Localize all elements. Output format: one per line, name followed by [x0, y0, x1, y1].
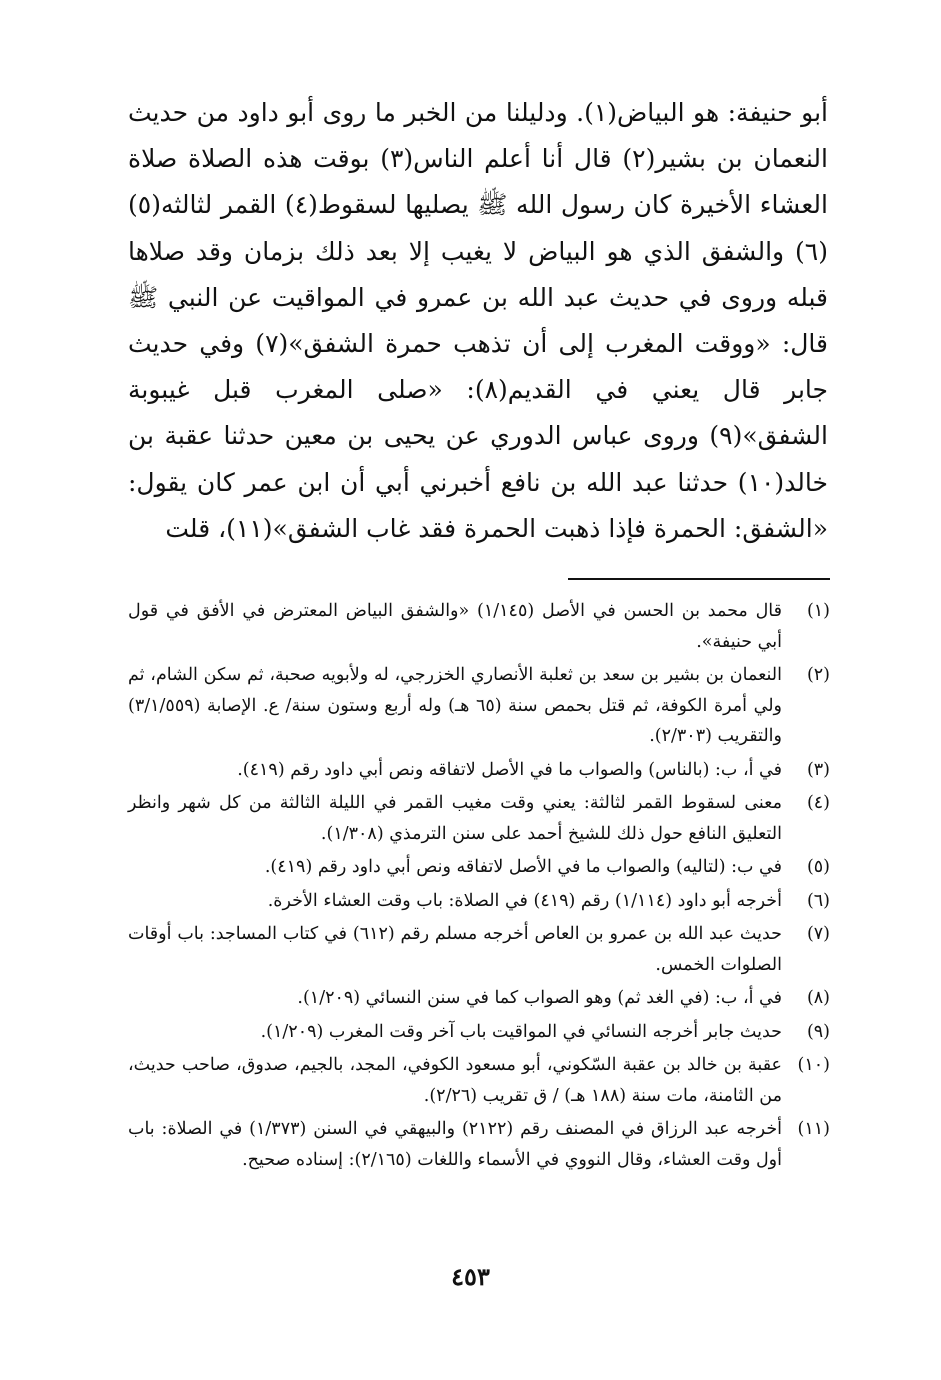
- footnote-5: [128, 852, 830, 883]
- footnote-text: قال محمد بن الحسن في الأصل (١/١٤٥) «والشفق البياض المعترض في الأفق في قول أبي حنيفة».: [128, 601, 782, 652]
- page-number: ٤٥٣: [451, 1262, 490, 1291]
- footnote-text: في ب: (لتاليه) والصواب ما في الأصل لاتفاقه ونص أبي داود رقم (٤١٩).: [264, 857, 782, 877]
- footnote-divider: [568, 578, 830, 580]
- footnote-number: (٣): [806, 759, 830, 780]
- footnotes-section: [128, 596, 830, 1178]
- footnote-number: (١): [806, 601, 830, 621]
- footnote-8: [128, 983, 830, 1014]
- footnote-6: [128, 886, 830, 917]
- footnote-number: (٩): [806, 1021, 830, 1042]
- footnote-number: (١٠): [797, 1055, 830, 1075]
- footnote-text: معنى لسقوط القمر لثالثة: يعني وقت مغيب القمر في الليلة الثالثة من كل شهر وانظر التعليق النافع حول ذلك للشيخ أحمد على سنن الترمذي (١/٣٠٨).: [128, 793, 782, 844]
- footnote-text: أخرجه عبد الرزاق في المصنف رقم (٢١٢٢) والبيهقي في السنن (١/٣٧٣) في الصلاة: باب أول وقت العشاء، وقال النووي في الأسماء واللغات (٢/١٦٥): إسناده صحيح.: [128, 1119, 782, 1170]
- footnote-text: حديث جابر أخرجه النسائي في المواقيت باب آخر وقت المغرب (١/٢٠٩).: [260, 1021, 782, 1042]
- footnote-number: (٥): [806, 857, 830, 877]
- footnote-9: [128, 1017, 830, 1048]
- footnote-3: [128, 755, 830, 786]
- footnote-number: (٢): [806, 665, 830, 685]
- footnote-11: [128, 1114, 830, 1175]
- footnote-text: عقبة بن خالد بن عقبة السّكوني، أبو مسعود الكوفي، المجد، بالجيم، صدوق، صاحب حديث، من الثامنة، مات سنة (١٨٨ هـ) / ق تقريب (٢/٢٦).: [128, 1055, 782, 1106]
- footnote-number: (٨): [806, 988, 830, 1008]
- main-body-text: [128, 90, 828, 552]
- footnote-1: [128, 596, 830, 657]
- footnote-text: النعمان بن بشير بن سعد بن ثعلبة الأنصاري الخزرجي، له ولأبويه صحبة، ثم سكن الشام، ثم ولي أمرة الكوفة، ثم قتل بحمص سنة (٦٥ هـ) وله أربع وستون سنة/ ع. الإصابة (٣/١/٥٥٩) والتقريب (٢/٣٠٣).: [128, 665, 782, 746]
- footnote-number: (١١): [797, 1119, 830, 1139]
- footnote-2: [128, 660, 830, 752]
- footnote-7: [128, 919, 830, 980]
- footnote-text: أخرجه أبو داود (١/١١٤) رقم (٤١٩) في الصلاة: باب وقت العشاء الأخرة.: [267, 890, 782, 911]
- footnote-10: [128, 1050, 830, 1111]
- footnote-text: في أ، ب: (في الغد ثم) وهو الصواب كما في سنن النسائي (١/٢٠٩).: [297, 988, 782, 1008]
- footnote-text: في أ، ب: (بالناس) والصواب ما في الأصل لاتفاقه ونص أبي داود رقم (٤١٩).: [237, 759, 782, 780]
- footnote-number: (٦): [806, 890, 830, 911]
- footnote-number: (٤): [806, 793, 830, 813]
- main-paragraph: أبو حنيفة: هو البياض(١). ودليلنا من الخبر ما روى أبو داود من حديث النعمان بن بشير(٢) قال أنا أعلم الناس(٣) بوقت هذه الصلاة صلاة العشاء الأخيرة كان رسول الله ﷺ يصليها لسقوط(٤) القمر لثالثه(٥)(٦) والشفق الذي هو البياض لا يغيب إلا بعد ذلك بزمان وقد صلاها قبله وروى في حديث عبد الله بن عمرو في المواقيت عن النبي ﷺ قال: «ووقت المغرب إلى أن تذهب حمرة الشفق»(٧) وفي حديث جابر قال يعني في القديم(٨): «صلى المغرب قبل غيبوبة الشفق»(٩) وروى عباس الدوري عن يحيى بن معين حدثنا عقبة بن خالد(١٠) حدثنا عبد الله بن نافع أخبرني أبي أن ابن عمر كان يقول: «الشفق: الحمرة فإذا ذهبت الحمرة فقد غاب الشفق»(١١)، قلت: [128, 98, 828, 543]
- footnote-4: [128, 788, 830, 849]
- footnote-number: (٧): [806, 924, 830, 944]
- footnote-text: حديث عبد الله بن عمرو بن العاص أخرجه مسلم رقم (٦١٢) في كتاب المساجد: باب أوقات الصلوات الخمس.: [128, 924, 782, 975]
